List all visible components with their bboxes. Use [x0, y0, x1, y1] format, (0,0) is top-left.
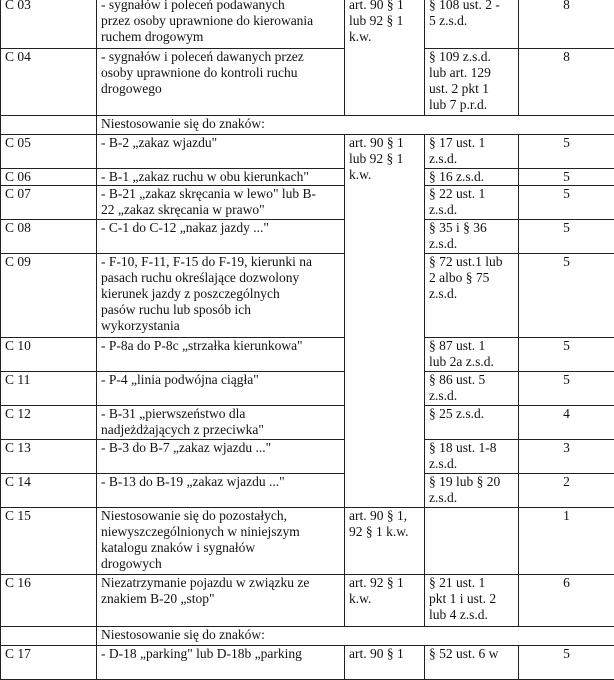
penalty-points: 2: [519, 474, 614, 508]
table-row: [1, 575, 614, 627]
offence-description: - B-3 do B-7 „zakaz wjazdu ...": [97, 440, 345, 474]
table-row: [1, 406, 614, 440]
table-row: [1, 254, 614, 338]
table-row: [1, 338, 614, 372]
regulation-reference: § 25 z.s.d.: [425, 406, 519, 440]
offence-code: C 13: [1, 440, 97, 474]
regulation-reference: § 87 ust. 1 lub 2a z.s.d.: [425, 338, 519, 372]
offence-description: - D-18 „parking" lub D-18b „parking: [97, 646, 345, 680]
legal-basis: art. 92 § 1 k.w.: [345, 575, 425, 627]
offence-description: Niezatrzymanie pojazdu w związku ze znakiem B-20 „stop": [97, 575, 345, 627]
offence-code: C 11: [1, 372, 97, 406]
offence-description: - P-4 „linia podwójna ciągła": [97, 372, 345, 406]
offence-code: C 14: [1, 474, 97, 508]
offence-description: - sygnałów i poleceń dawanych przez osoby uprawnione do kontroli ruchu drogowego: [97, 49, 345, 116]
offence-code: C 07: [1, 186, 97, 220]
legal-basis: art. 90 § 1, 92 § 1 k.w.: [345, 508, 425, 575]
penalty-points: 8: [519, 0, 614, 49]
offence-code: C 06: [1, 169, 97, 186]
table-section-row: [1, 627, 614, 646]
penalty-points: 5: [519, 338, 614, 372]
offence-code: C 05: [1, 135, 97, 169]
penalty-points: 5: [519, 186, 614, 220]
penalty-points: 5: [519, 220, 614, 254]
offence-code: C 16: [1, 575, 97, 627]
regulation-reference: § 108 ust. 2 - 5 z.s.d.: [425, 0, 519, 49]
legal-basis: art. 90 § 1: [345, 646, 425, 680]
penalty-points: 6: [519, 575, 614, 627]
penalty-points: 5: [519, 372, 614, 406]
offence-description: Niestosowanie się do pozostałych, niewyszczególnionych w niniejszym katalogu znaków i sygnałów drogowych: [97, 508, 345, 575]
legal-basis: art. 90 § 1 lub 92 § 1 k.w.: [345, 135, 425, 508]
table-row: [1, 474, 614, 508]
offence-code: C 08: [1, 220, 97, 254]
table-section-row: [1, 116, 614, 135]
offence-description: - B-13 do B-19 „zakaz wjazdu ...": [97, 474, 345, 508]
regulation-reference: § 72 ust.1 lub 2 albo § 75 z.s.d.: [425, 254, 519, 338]
table-row: [1, 646, 614, 680]
table-row: [1, 508, 614, 575]
section-heading: Niestosowanie się do znaków:: [97, 116, 614, 135]
table-row: [1, 135, 614, 169]
section-heading: Niestosowanie się do znaków:: [97, 627, 614, 646]
penalty-points: 5: [519, 135, 614, 169]
offence-description: - C-1 do C-12 „nakaz jazdy ...": [97, 220, 345, 254]
offence-description: - P-8a do P-8c „strzałka kierunkowa": [97, 338, 345, 372]
offence-description: - B-31 „pierwszeństwo dla nadjeżdżających z przeciwka": [97, 406, 345, 440]
offence-code: C 03: [1, 0, 97, 49]
offence-description: - B-21 „zakaz skręcania w lewo" lub B- 22 „zakaz skręcania w prawo": [97, 186, 345, 220]
offence-description: - sygnałów i poleceń podawanych przez osoby uprawnione do kierowania ruchem drogowym: [97, 0, 345, 49]
table-row: [1, 169, 614, 186]
table-row: [1, 0, 614, 49]
table-row: [1, 220, 614, 254]
regulation-reference: § 16 z.s.d.: [425, 169, 519, 186]
penalty-points: 8: [519, 49, 614, 116]
table-row: [1, 186, 614, 220]
penalty-points: 1: [519, 508, 614, 575]
penalty-points: 4: [519, 406, 614, 440]
offence-description: - B-2 „zakaz wjazdu": [97, 135, 345, 169]
legal-basis: art. 90 § 1 lub 92 § 1 k.w.: [345, 0, 425, 116]
regulation-reference: § 18 ust. 1-8 z.s.d.: [425, 440, 519, 474]
penalty-points: 5: [519, 169, 614, 186]
regulation-reference: § 22 ust. 1 z.s.d.: [425, 186, 519, 220]
regulation-reference: § 35 i § 36 z.s.d.: [425, 220, 519, 254]
regulation-reference: [425, 508, 519, 575]
regulation-reference: § 109 z.s.d. lub art. 129 ust. 2 pkt 1 lub 7 p.r.d.: [425, 49, 519, 116]
penalty-points: 5: [519, 254, 614, 338]
offence-description: - F-10, F-11, F-15 do F-19, kierunki na pasach ruchu określające dozwolony kierunek jazdy z poszczególnych pasów ruchu lub sposób ich wykorzystania: [97, 254, 345, 338]
regulation-reference: § 21 ust. 1 pkt 1 i ust. 2 lub 4 z.s.d.: [425, 575, 519, 627]
regulation-reference: § 86 ust. 5 z.s.d.: [425, 372, 519, 406]
offence-code: C 15: [1, 508, 97, 575]
regulation-reference: § 19 lub § 20 z.s.d.: [425, 474, 519, 508]
offence-code: C 10: [1, 338, 97, 372]
offence-code: C 04: [1, 49, 97, 116]
table-row: [1, 440, 614, 474]
offence-description: - B-1 „zakaz ruchu w obu kierunkach": [97, 169, 345, 186]
penalty-points: 3: [519, 440, 614, 474]
regulation-reference: § 52 ust. 6 w: [425, 646, 519, 680]
penalty-points: 5: [519, 646, 614, 680]
offence-code: C 17: [1, 646, 97, 680]
offence-code: C 09: [1, 254, 97, 338]
offence-code: C 12: [1, 406, 97, 440]
table-row: [1, 372, 614, 406]
regulation-reference: § 17 ust. 1 z.s.d.: [425, 135, 519, 169]
table-row: [1, 49, 614, 116]
